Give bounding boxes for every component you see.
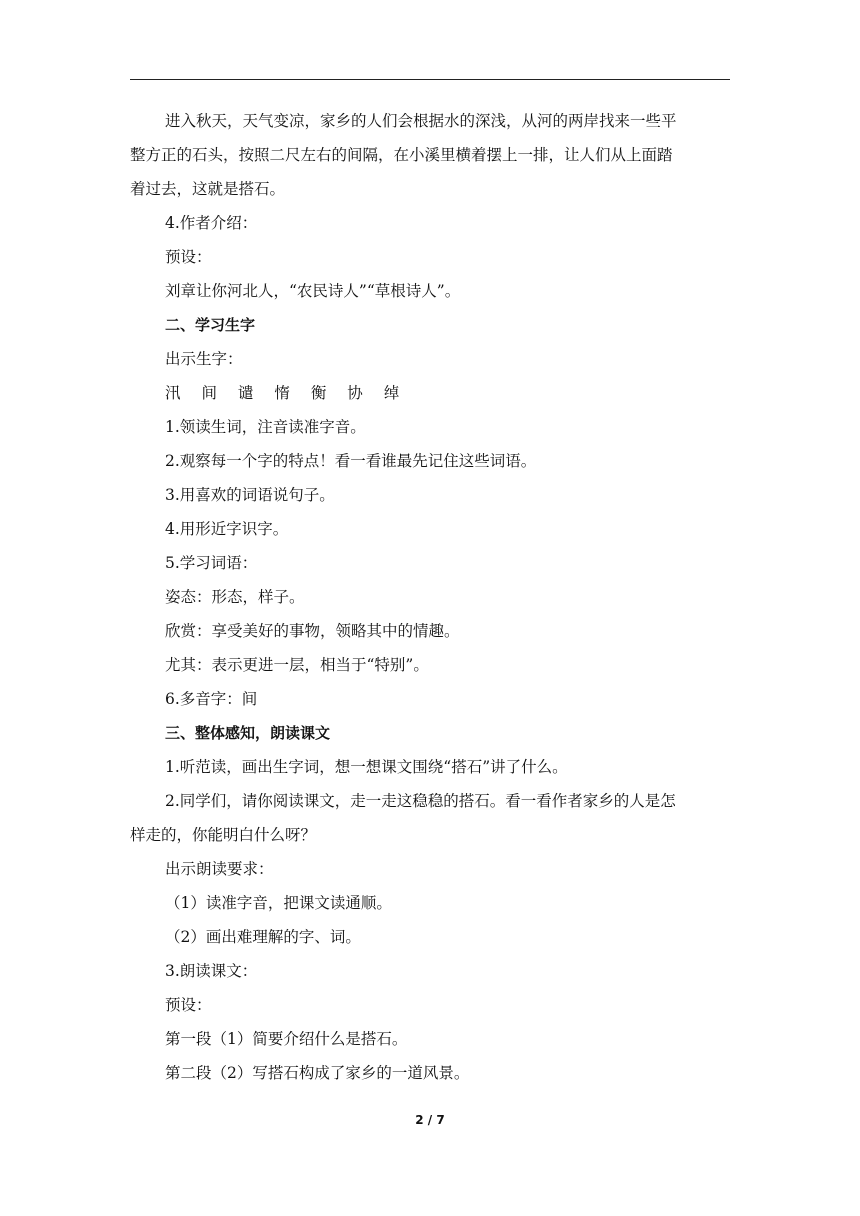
character: 衡 xyxy=(310,384,327,402)
character: 谴 xyxy=(237,384,254,402)
character-list xyxy=(130,376,732,410)
text-line: 1.领读生词，注音读准字音。 xyxy=(165,418,366,436)
text-line: （1）读准字音，把课文读通顺。 xyxy=(165,894,392,912)
text-line: 5.学习词语： xyxy=(165,554,258,572)
text-line: 欣赏：享受美好的事物，领略其中的情趣。 xyxy=(165,622,460,640)
text-line: 第二段（2）写搭石构成了家乡的一道风景。 xyxy=(165,1064,470,1082)
text-line: 2.同学们，请你阅读课文，走一走这稳稳的搭石。看一看作者家乡的人是怎 xyxy=(165,792,676,810)
text-line: 尤其：表示更进一层，相当于“特别”。 xyxy=(165,656,429,674)
text-line: 3.用喜欢的词语说句子。 xyxy=(165,486,335,504)
page-number: 2 / 7 xyxy=(415,1113,445,1127)
document-body xyxy=(130,104,732,1090)
text-line: 4.用形近字识字。 xyxy=(165,520,289,538)
text-line: 着过去，这就是搭石。 xyxy=(130,180,286,198)
character: 间 xyxy=(201,384,217,402)
text-line: 1.听范读，画出生字词，想一想课文围绕“搭石”讲了什么。 xyxy=(165,758,568,776)
text-line: 整方正的石头，按照二尺左右的间隔，在小溪里横着摆上一排，让人们从上面踏 xyxy=(130,146,673,164)
section-heading: 三、整体感知，朗读课文 xyxy=(165,724,331,742)
section-heading: 二、学习生字 xyxy=(165,316,256,334)
text-line: 刘章让你河北人，“农民诗人”“草根诗人”。 xyxy=(165,282,461,300)
header-rule xyxy=(130,79,730,80)
text-line: （2）画出难理解的字、词。 xyxy=(165,928,361,946)
text-line: 4.作者介绍： xyxy=(165,214,258,232)
text-line: 出示生字： xyxy=(165,350,243,368)
character: 汛 xyxy=(165,384,181,402)
text-line: 姿态：形态，样子。 xyxy=(165,588,305,606)
character: 协 xyxy=(347,384,363,402)
text-line: 出示朗读要求： xyxy=(165,860,274,878)
text-line: 3.朗读课文： xyxy=(165,962,258,980)
character: 绰 xyxy=(383,384,400,402)
text-line: 6.多音字：间 xyxy=(165,690,258,708)
text-line: 第一段（1）简要介绍什么是搭石。 xyxy=(165,1030,408,1048)
text-line: 2.观察每一个字的特点！看一看谁最先记住这些词语。 xyxy=(165,452,537,470)
text-line: 进入秋天，天气变凉，家乡的人们会根据水的深浅，从河的两岸找来一些平 xyxy=(165,112,677,130)
character: 惰 xyxy=(274,384,290,402)
text-line: 预设： xyxy=(165,996,212,1014)
text-line: 预设： xyxy=(165,248,212,266)
text-line: 样走的，你能明白什么呀？ xyxy=(130,826,317,844)
